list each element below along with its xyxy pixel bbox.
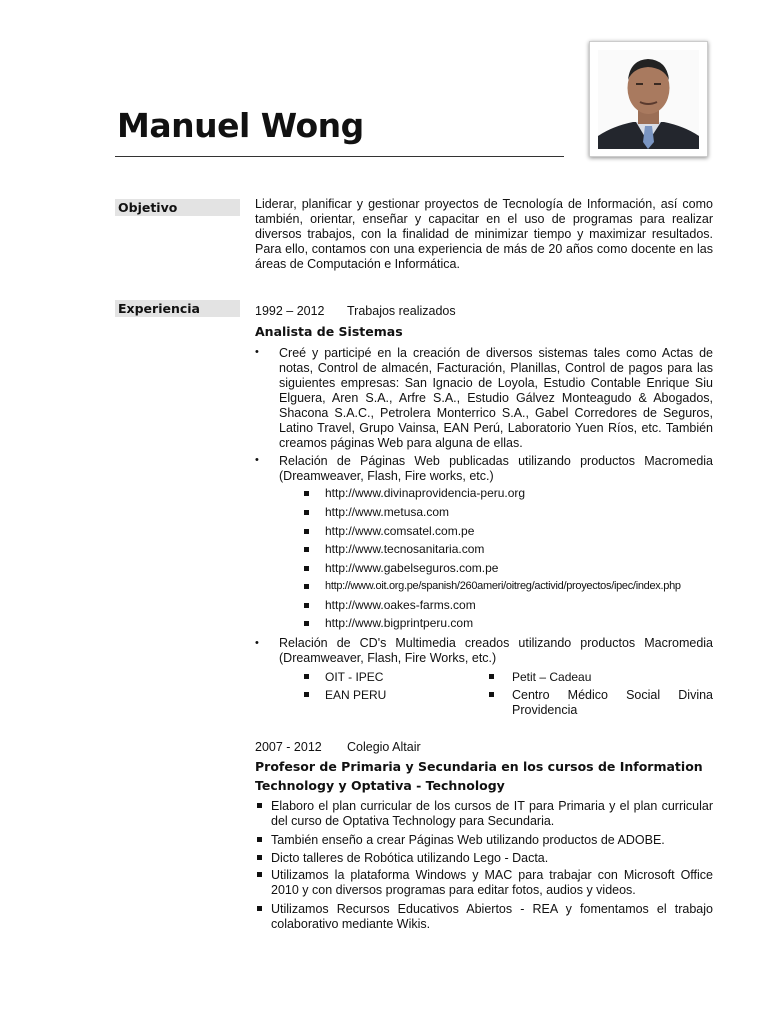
job1-bullet-websites: Relación de Páginas Web publicadas utilizando productos Macromedia (Dreamweaver, Flash, Fire works, etc.) [279,454,713,483]
square-bullet [257,803,262,808]
job1-bullet-cds: Relación de CD's Multimedia creados utilizando productos Macromedia (Dreamweaver, Flash, Fire Works, etc.) [279,636,713,665]
profile-photo [598,50,699,149]
job2-role-line1: Profesor de Primaria y Secundaria en los cursos de Information [255,759,703,774]
job2-place: Colegio Altair [347,740,421,754]
square-bullet [257,855,262,860]
bullet-dot: • [255,637,259,649]
cd-item: Centro Médico Social Divina Providencia [512,688,713,717]
square-bullet [304,584,309,589]
square-bullet [257,906,262,911]
job2-role-line2: Technology y Optativa - Technology [255,778,505,793]
square-bullet [304,547,309,552]
candidate-name: Manuel Wong [117,106,364,145]
square-bullet [304,674,309,679]
job2-bullet: También enseño a crear Páginas Web utilizando productos de ADOBE. [271,833,665,847]
section-label-experience: Experiencia [115,300,240,317]
website-link[interactable]: http://www.oakes-farms.com [325,598,476,612]
website-link[interactable]: http://www.divinaprovidencia-peru.org [325,486,526,500]
website-link[interactable]: http://www.metusa.com [325,505,450,519]
job1-period: 1992 – 2012 [255,304,325,318]
square-bullet [489,692,494,697]
job2-bullet: Elaboro el plan curricular de los cursos de IT para Primaria y el plan curricular del curso de Optativa Technology para Secundaria. [271,799,713,828]
header-divider [115,156,564,157]
website-link[interactable]: http://www.oit.org.pe/spanish/260ameri/oitreg/activid/proyectos/ipec/index.php [325,580,681,592]
job2-period: 2007 - 2012 [255,740,322,754]
square-bullet [304,603,309,608]
website-link[interactable]: http://www.comsatel.com.pe [325,524,475,538]
job2-bullet: Utilizamos Recursos Educativos Abiertos - REA y fomentamos el trabajo colaborativo mediante Wikis. [271,902,713,931]
square-bullet [304,621,309,626]
website-link[interactable]: http://www.tecnosanitaria.com [325,542,485,556]
website-link[interactable]: http://www.gabelseguros.com.pe [325,561,499,575]
square-bullet [304,491,309,496]
bullet-dot: • [255,454,259,466]
job1-role: Analista de Sistemas [255,324,403,339]
job2-bullet: Utilizamos la plataforma Windows y MAC para trabajar con Microsoft Office 2010 y con diversos programas para editar fotos, audios y videos. [271,868,713,897]
website-link[interactable]: http://www.bigprintperu.com [325,616,474,630]
job1-place: Trabajos realizados [347,304,456,318]
job2-bullet: Dicto talleres de Robótica utilizando Lego - Dacta. [271,851,549,865]
profile-photo-frame [589,41,708,157]
square-bullet [304,692,309,697]
square-bullet [304,566,309,571]
square-bullet [489,674,494,679]
cd-item: OIT - IPEC [325,670,384,684]
cd-item: EAN PERU [325,688,387,702]
bullet-dot: • [255,346,259,358]
section-label-objective: Objetivo [115,199,240,216]
square-bullet [304,529,309,534]
square-bullet [304,510,309,515]
job1-bullet-systems: Creé y participé en la creación de diversos sistemas tales como Actas de notas, Control de almacén, Facturación, Planillas, Control de pagos para las siguientes empresas: San Ignacio de Loyola, Estudio Contable Enrique Siu Elguera, Aren S.A., Arfre S.A., Estudio Gálvez Monteagudo & Abogados, Shacona S.A.C., Petrolera Monterrico S.A., Gabel Corredores de Seguros, Latino Travel, Grupo Vainsa, EAN Perú, Laboratorio Yuen Ríos, etc. También creamos páginas Web para alguna de ellas. [279,346,713,450]
square-bullet [257,837,262,842]
cd-item: Petit – Cadeau [512,670,592,684]
objective-text: Liderar, planificar y gestionar proyectos de Tecnología de Información, así como también, orientar, enseñar y capacitar en el uso de programas para realizar diversos trabajos, con la finalidad de minimizar tiempo y maximizar resultados. Para ello, contamos con una experiencia de más de 20 años como docente en las áreas de Computación e Informática. [255,197,713,271]
square-bullet [257,872,262,877]
